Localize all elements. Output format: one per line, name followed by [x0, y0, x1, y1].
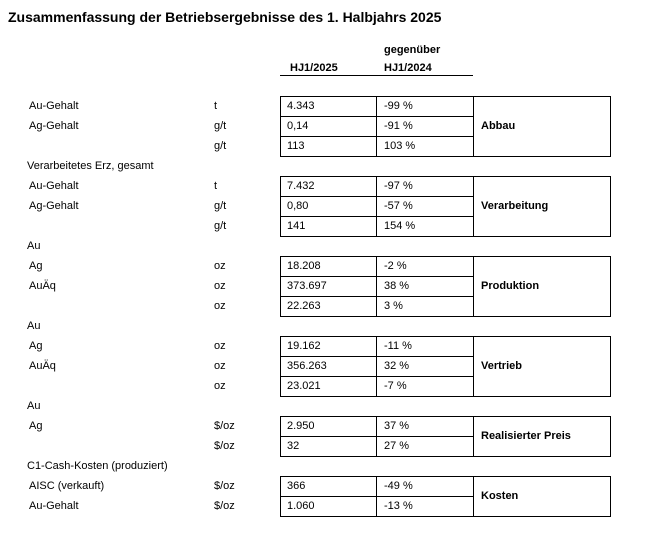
row-change: -11 %	[384, 340, 412, 352]
row-label: Ag	[29, 340, 43, 352]
row-unit: oz	[214, 300, 226, 312]
row-change: 103 %	[384, 140, 416, 152]
row-change: 154 %	[384, 220, 416, 232]
row-unit: $/oz	[214, 500, 235, 512]
row-unit: oz	[214, 260, 226, 272]
table-col-border	[376, 96, 377, 156]
row-label: AuÄq	[29, 280, 56, 292]
row-value: 19.162	[287, 340, 321, 352]
row-change: -13 %	[384, 500, 413, 512]
row-value: 4.343	[287, 100, 315, 112]
row-change: 3 %	[384, 300, 403, 312]
table-row-border	[280, 156, 473, 157]
row-change: 38 %	[384, 280, 410, 292]
row-change: -97 %	[384, 180, 413, 192]
row-change: -7 %	[384, 380, 407, 392]
row-unit: t	[214, 180, 218, 192]
row-change: 32 %	[384, 360, 410, 372]
group-label: Abbau	[481, 120, 516, 132]
header-underline	[280, 75, 473, 76]
row-value: 0,80	[287, 200, 309, 212]
row-label: AISC (verkauft)	[29, 480, 105, 492]
row-unit: oz	[214, 340, 226, 352]
table-row-border	[280, 396, 473, 397]
row-label: Ag-Gehalt	[29, 200, 79, 212]
row-value: 356.263	[287, 360, 327, 372]
table-col-border	[376, 476, 377, 516]
row-label: Ag	[29, 260, 43, 272]
row-change: -91 %	[384, 120, 413, 132]
row-value: 22.263	[287, 300, 321, 312]
table-col-border	[376, 416, 377, 456]
row-change: -49 %	[384, 480, 413, 492]
table-col-border	[280, 96, 281, 156]
row-label: Ag-Gehalt	[29, 120, 79, 132]
row-value: 113	[287, 140, 305, 152]
row-change: 37 %	[384, 420, 410, 432]
group-label: Vertrieb	[481, 360, 522, 372]
group-label: Produktion	[481, 280, 540, 292]
row-label: Au	[27, 320, 41, 332]
row-label: Au-Gehalt	[29, 500, 79, 512]
row-change: -2 %	[384, 260, 407, 272]
table-col-border	[376, 176, 377, 236]
row-unit: t	[214, 100, 218, 112]
row-value: 18.208	[287, 260, 321, 272]
row-unit: g/t	[214, 220, 227, 232]
row-unit: oz	[214, 380, 226, 392]
header-hj1-2025: HJ1/2025	[290, 62, 338, 74]
table-col-border	[280, 256, 281, 316]
group-label: Kosten	[481, 490, 519, 502]
header-comparison-line1: gegenüber	[384, 44, 441, 56]
group-label: Realisierter Preis	[481, 430, 571, 442]
table-row-border	[280, 516, 473, 517]
row-value: 1.060	[287, 500, 315, 512]
row-unit: $/oz	[214, 480, 235, 492]
row-label: Au	[27, 240, 41, 252]
row-label: Au-Gehalt	[29, 100, 79, 112]
row-label: AuÄq	[29, 360, 56, 372]
row-unit: oz	[214, 360, 226, 372]
row-value: 23.021	[287, 380, 321, 392]
header-comparison-line2: HJ1/2024	[384, 62, 432, 74]
row-label: Au	[27, 400, 41, 412]
row-unit: g/t	[214, 200, 227, 212]
row-label: C1-Cash-Kosten (produziert)	[27, 460, 168, 472]
row-value: 373.697	[287, 280, 327, 292]
row-value: 32	[287, 440, 300, 452]
row-unit: $/oz	[214, 420, 235, 432]
row-value: 0,14	[287, 120, 309, 132]
row-unit: oz	[214, 280, 226, 292]
table-col-border	[376, 336, 377, 396]
table-col-border	[280, 476, 281, 516]
table-col-border	[280, 336, 281, 396]
row-value: 2.950	[287, 420, 315, 432]
table-col-border	[280, 416, 281, 456]
row-unit: $/oz	[214, 440, 235, 452]
row-change: -99 %	[384, 100, 413, 112]
row-value: 366	[287, 480, 306, 492]
row-unit: g/t	[214, 120, 227, 132]
row-label: Verarbeitetes Erz, gesamt	[27, 160, 154, 172]
table-col-border	[280, 176, 281, 236]
table-col-border	[376, 256, 377, 316]
table-row-border	[280, 316, 473, 317]
row-value: 7.432	[287, 180, 315, 192]
row-value: 141	[287, 220, 306, 232]
row-change: -57 %	[384, 200, 413, 212]
page-title: Zusammenfassung der Betriebsergebnisse des 1. Halbjahrs 2025	[8, 9, 442, 25]
table-row-border	[280, 456, 473, 457]
row-change: 27 %	[384, 440, 410, 452]
table-row-border	[280, 236, 473, 237]
row-label: Au-Gehalt	[29, 180, 79, 192]
row-unit: g/t	[214, 140, 227, 152]
row-label: Ag	[29, 420, 43, 432]
group-label: Verarbeitung	[481, 200, 549, 212]
